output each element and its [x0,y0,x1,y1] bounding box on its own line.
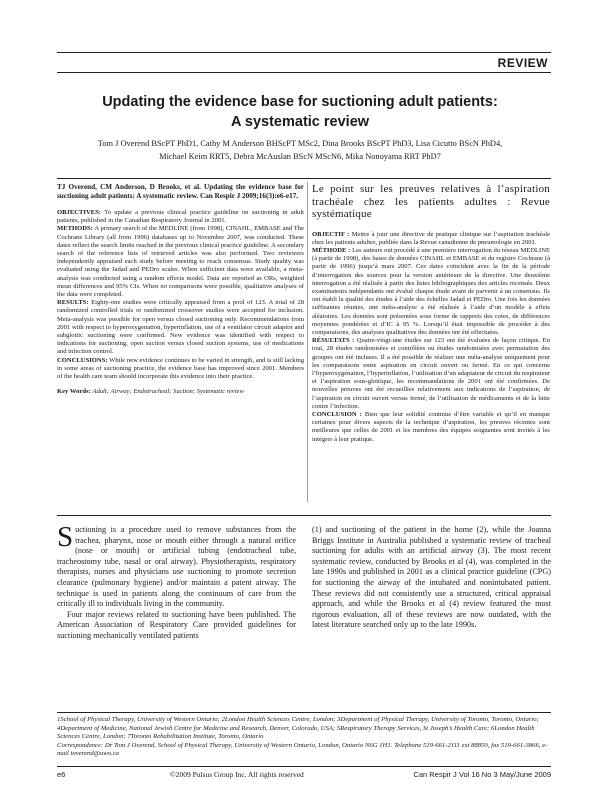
french-abstract [312,183,550,444]
author-list [74,137,526,163]
methods-text: A primary search of the MEDLINE (from 1998), CINAHL, EMBASE and The Cochrane Library (all from 1996) databases up to November 2007, was conducted. These dates reflect the search limits reached in the previous clinical practice guideline. A secondary search of the reference lists of retrieved articles was also performed. Two reviewers independently appraised each study before meeting to reach consensus. Study quality was evaluated using the Jadad and PEDro scales. When sufficient data were available, a meta-analysis was conducted using a random effects model. Data are reported as ORs, weighted mean differences and 95% CIs. When no comparisons were possible, qualitative analyses of the data were completed. [57,225,304,299]
fr-resultats-text: Quatre-vingt-une études sur 123 ont été évaluées de façon critique. En tout, 28 études randomisées et contrôlées ou études randomisées avec permutation des groupes ont été incluses. Il a été possible de réaliser une méta-analyse uniquement pour les comparaisons entre aspiration en circuit ouvert ou fermé. En ce qui concerne l’hyperoxygénation, l’hyperinflation, l’utilisation d’un adaptateur de circuit du respirateur et l’aspiration sous-glottique, les recommandations de 2001 ont été confirmées. De nouvelles preuves ont été recueillies relativement aux indications de l’aspiration, de l’aspiration en circuit ouvert versus fermé, de l’utilisation de médicaments et de la lutte contre l’infection. [312,337,550,410]
correspondence: Correspondence: Dr Tom J Overend, School of Physical Therapy, University of Western Ontario, London, Ontario N6G 1H1. Telephone 519-661-2111 ext 88850, fax 519-661-3866, e-mail toverend@uwo.ca [57,741,548,758]
header-rule-top [57,52,551,53]
objectives-label: OBJECTIVES: [57,209,101,216]
abstract-methods [57,225,304,299]
header-rule-bottom [57,72,551,73]
footnotes [57,716,551,759]
fr-conclusion-label: CONCLUSION : [312,410,362,418]
keywords-text: Adult; Airway; Endotracheal; Suction; Systematic review [92,388,244,396]
drop-cap: S [57,521,74,553]
abstract-rule-bottom [57,515,551,516]
body-column-left [57,521,296,642]
title-line-2: A systematic review [230,114,370,130]
affiliations: 1School of Physical Therapy, University of Western Ontario; 2London Health Sciences Centre, London; 3Department of Physical Therapy, University of Toronto, Toronto, Ontario; 4Department of Medicine, National Jewish Centre for Medicine and Research, Denver, Colorado, USA; 5Respiratory Therapy Services, St Joseph’s Health Care; 6London Health Sciences Centre, London; 7Toronto Rehabilitation Institute, Toronto, Ontario [57,716,539,741]
authors-line-2: Michael Keim RRT5, Debra McAuslan BScN MScN6, Mika Nonoyama RRT PhD7 [159,152,441,161]
fr-resultats [312,337,550,411]
fr-methode-text: Les auteurs ont procédé à une première interrogation du réseau MEDLINE (à partir de 1998), des bases de données CINAHL et EMBASE et du registre Cochrane (à partir de 1996) jusqu’à mars 2007. Ces dates coïncident avec la fin de la période d’interrogation des sources pour la version antérieure de la directive. Une deuxième interrogation a été réalisée à partir des listes bibliographiques des articles recensés. Deux examinateurs indépendants ont évalué chaque étude avant de parvenir à un consensus. Ils ont établi la qualité des études à l’aide des échelles Jadad et PEDro. Une fois les données suffisantes réunies, une méta-analyse a été réalisée à l’aide d’un modèle à effets aléatoires. Les données sont présentées sous forme de rapports des cotes, de différences moyennes pondérées et d’IC à 95 %. Lorsqu’il était impossible de procéder à des comparaisons, des analyses qualitatives des données ont été effectuées. [312,246,551,336]
intro-paragraph-1 [57,521,296,610]
keywords-label: Key Words: [57,388,91,396]
intro-paragraph-2: Four major reviews related to suctioning have been published. The American Association of Respiratory Care provided guidelines for suctioning mechanically ventilated patients [57,609,296,640]
page-number: e6 [57,770,66,779]
abstract-rule-top [57,178,551,179]
results-label: RESULTS: [57,299,89,307]
fr-methode [312,247,550,337]
objectives-text: To update a previous clinical practice guideline on suctioning in adult patients, published in the Canadian Respiratory Journal in 2001. [57,209,305,225]
title-line-1: Updating the evidence base for suctioning adult patients: [102,94,498,110]
fr-resultats-label: RÉSULTATS : [312,337,355,345]
journal-info: Can Respir J Vol 16 No 3 May/June 2009 [413,770,551,779]
methods-label: METHODS: [57,225,93,233]
fr-conclusion [312,411,550,444]
section-label: REVIEW [497,56,548,70]
abstract-results [57,299,304,356]
fr-objectif-text: Mettre à jour une directive de pratique clinique sur l’aspiration trachéale chez les patients adultes, publiée dans la Revue canadienne de pneumologie en 2001. [312,230,550,246]
intro-text-1: uctioning is a procedure used to remove substances from the trachea, pharynx, nose or mouth either through a natural orifice (nose or mouth) or artificial tubing (endotracheal tube, tracheostomy tube, nasal or oral airway). Physiotherapists, respiratory therapists, nurses and physicians use suctioning to promote secretion clearance (pulmonary hygiene) and/or maintain a patent airway. The technique is used in patients along the continuum of care from the critically ill to individuals living in the community. [57,525,296,609]
fr-methode-label: MÉTHODE : [312,246,351,254]
citation: TJ Overend, CM Anderson, D Brooks, et al. Updating the evidence base for suctioning adult patients: A systematic review. Can Respir J 2009;16(3):e6-e17. [57,183,304,200]
footnote-rule [57,712,551,713]
abstract-conclusions [57,357,304,382]
abstract-column-divider [307,182,308,502]
english-abstract [57,183,304,396]
authors-line-1: Tom J Overend BScPT PhD1, Cathy M Anderson BHScPT MSc2, Dina Brooks BScPT PhD3, Lisa Cicutto BScN PhD4, [97,139,503,148]
fr-conclusion-text: Bien que leur solidité continue d’être variable et qu’il en manque certaines pour divers aspects de la technique d’aspiration, les preuves récentes sont meilleures que celles de 2001 et les membres des équipes soignantes sont invités à les intégrer à leur pratique. [312,410,551,443]
keywords [57,388,304,396]
french-title: Le point sur les preuves relatives à l’aspiration trachéale chez les patients adultes : Revue systématique [312,183,550,220]
article-title [60,92,540,132]
results-text: Eighty-one studies were critically appraised from a pool of 123. A total of 28 randomized controlled trials or randomized crossover studies were accepted for inclusion. Meta-analysis was possible for open versus closed suctioning only. Recommendations from 2001 with respect to hyperoxygenation, hyperinflation, use of a ventilator circuit adaptor and subglottic suctioning were confirmed. New evidence was identified with respect to indications for suctioning, open suction versus closed suction systems, use of medications and infection control. [57,299,304,356]
abstract-objectives [57,209,304,225]
conclusions-text: While new evidence continues to be varied in strength, and is still lacking in some areas of suctioning practice, the evidence base has improved since 2001. Members of the health care team should incorporate this evidence into their practice. [57,356,305,381]
intro-paragraph-3: (1) and suctioning of the patient in the home (2), while the Joanna Briggs Institute in Australia published a systematic review of tracheal suctioning for adults with an artificial airway (3). The most recent systematic review, conducted by Brooks et al (4), was completed in the late 1990s and published in 2001 as a clinical practice guideline (CPG) for suctioning the airway of the intubated and nonintubated patient. These reviews did not consistently use a structured, critical appraisal approach, and while the Brooks et al (4) review featured the most rigorous evaluation, all of these reviews are now outdated, with the latest literature searched only up to the late 1990s. [312,525,551,630]
fr-objectif-label: OBJECTIF : [312,230,350,238]
fr-objectif [312,231,550,247]
conclusions-label: CONCLUSIONS: [57,356,108,364]
copyright: ©2009 Pulsus Group Inc. All rights reserved [170,770,304,779]
footer-rule [57,766,551,767]
body-column-right [312,525,551,631]
